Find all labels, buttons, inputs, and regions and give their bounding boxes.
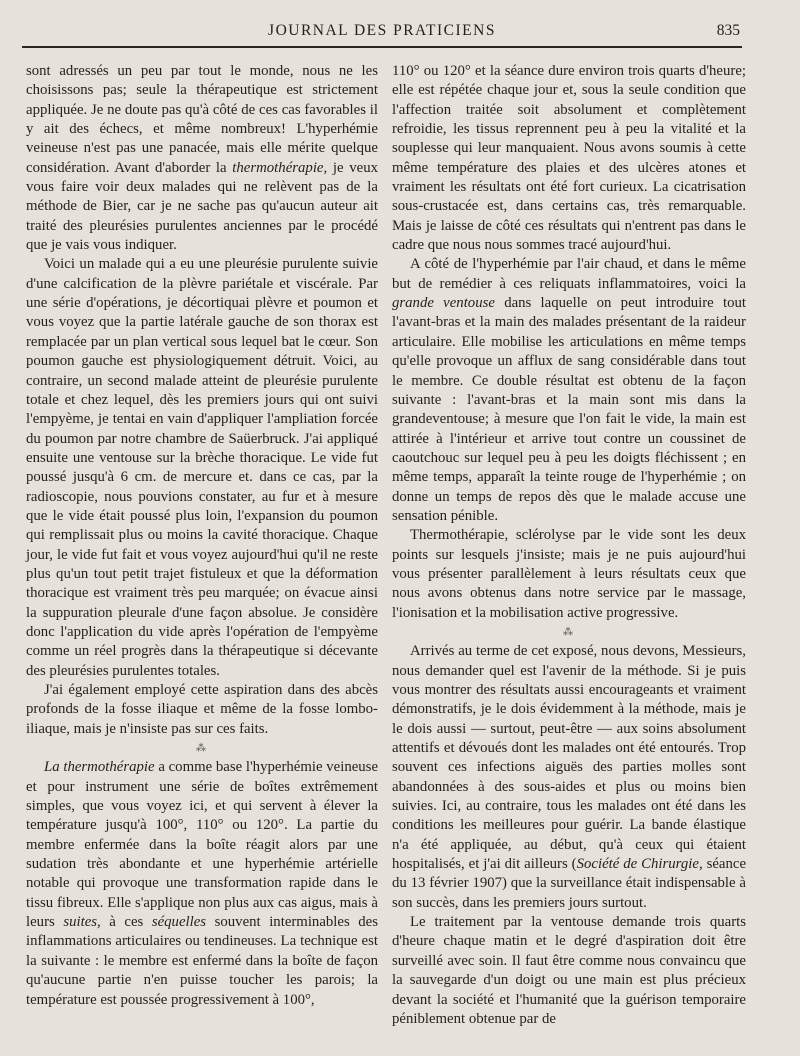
- running-header: [22, 18, 742, 48]
- paragraph: [392, 642, 746, 913]
- paragraph-text: a comme base l'hyperhémie veineuse et pour instrument une série de boîtes extrêmement simples, que vous voyez ici, et qui servent à élever la température jusqu'à 100°, 110° ou 120°. La partie du membre enfermée dans la boîte réagit alors par une sudation très abondante et une hyperhémie artérielle notable qui provoque une transformation rapide dans le tissu fibreux. Elle s'applique non plus aux cas aigus, mais à leurs: [26, 759, 379, 931]
- paragraph: Thermothérapie, sclérolyse par le vide sont les deux points sur lesquels j'insiste; mais je ne puis aujourd'hui vous présenter parallèlement à leurs résultats ceux que nous avons obtenus dans notre service par le massage, l'ionisation et la mobilisation active progressive.: [392, 527, 746, 621]
- right-column: [392, 62, 746, 1029]
- paragraph-text: je veux vous faire voir deux malades qui ne relèvent pas de la méthode de Bier, car je ne sache pas qu'aucun auteur ait traité des pleurésies purulentes anciennes par le procédé que je vais vous indiquer.: [26, 159, 378, 254]
- paragraph-text: A côté de l'hyperhémie par l'air chaud, et dans le même but de remédier à ces reliquats inflammatoires, voici la: [392, 256, 746, 292]
- italic-term: suites,: [63, 914, 101, 931]
- paragraph: [26, 758, 378, 1009]
- paragraph-text: Arrivés au terme de cet exposé, nous devons, Messieurs, nous demander quel est l'avenir de la méthode. Si je puis vous montrer des résultats aussi encourageants et vraiment démonstratifs, je le dois évidemment à la méthode, mais je le dois aussi — surtout, peut-être — aux soins absolument attentifs et dévoués dont les malades ont été entourés. Trop souvent ces infections aiguës des parties molles sont abandonnées à des sous-aides et plus ou moins bien suivies. Ici, au contraire, tous les malades ont été dans les conditions les meilleures pour guérir. La bande élastique n'a été appliquée, au début, qu'à ceux qui étaient hospitalisés, et j'ai dit ailleurs (: [392, 643, 746, 873]
- paragraph-text: sont adressés un peu par tout le monde, nous ne les choisissons pas; seule la thérapeutique est strictement appliquée. Je ne doute pas qu'à côté de ces cas favorables il y ait des échecs, et même nombreux! L'hyperhémie veineuse n'est pas une panacée, mais elle mérite quelque considération. Avant d'aborder la: [26, 63, 378, 176]
- italic-term: La thermothérapie: [44, 759, 155, 776]
- paragraph-text: souvent interminables des inflammations articulaires ou tendineuses. La technique est la suivante : le membre est enfermé dans la boîte de façon qu'aucune partie n'en puisse toucher les parois; la température est poussée progressivement à 100°,: [26, 914, 378, 1008]
- italic-term: thermothérapie,: [232, 159, 328, 176]
- paragraph: [26, 62, 378, 255]
- paragraph-text: dans laquelle on peut introduire tout l'avant-bras et la main des malades présentant de la raideur articulaire. Elle mobilise les articulations en même temps qu'elle provoque un afflux de sang considérable dans tout le membre. Ce double résultat est obtenu de la façon suivante : l'avant-bras et la main sont mis dans la grandeventouse; à mesure que l'on fait le vide, la main est attirée à l'intérieur et arrive tout contre un coussinet de caoutchouc sur lequel peu à peu les doigts fléchissent ; en même temps, apparaît la teinte rouge de l'hyperhémie ; on donne un temps de repos dès que le malade accuse une sensation pénible.: [392, 295, 747, 524]
- italic-term: séquelles: [151, 914, 207, 931]
- paragraph-text: à ces: [109, 914, 144, 931]
- italic-term: grande ventouse: [392, 295, 495, 312]
- section-separator: ⁂: [196, 743, 208, 755]
- left-column: [26, 62, 378, 1010]
- paragraph-text: séance du 13 février 1907) que la surveillance était indispensable à son succès, dans les premiers jours surtout.: [392, 856, 747, 911]
- paragraph: J'ai également employé cette aspiration dans des abcès profonds de la fosse iliaque et même de la fosse lombo-iliaque, mais je n'insiste pas sur ces faits.: [26, 682, 378, 737]
- paragraph: [392, 255, 746, 526]
- journal-title: JOURNAL DES PRATICIENS: [268, 22, 496, 39]
- italic-term: Société de Chirurgie,: [576, 856, 703, 873]
- paragraph: 110° ou 120° et la séance dure environ trois quarts d'heure; elle est répétée chaque jour et, sous la seule condition que l'affection traitée soit absolument et complètement refroidie, les tissus reprennent peu à peu la vitalité et la souplesse qui leur manquaient. Nous avons soumis à cette même température des plaies et des ulcères atones et vraiment les résultats ont été fort curieux. La cicatrisation sous-crustacée est, dans certains cas, très remarquable. Mais je laisse de côté ces résultats qui n'entrent pas dans le cadre que nous nous sommes tracé aujourd'hui.: [392, 63, 746, 254]
- section-separator: ⁂: [563, 626, 575, 638]
- paragraph: Voici un malade qui a eu une pleurésie purulente suivie d'une calcification de la plèvre pariétale et viscérale. Par une série d'opérations, je décortiquai plèvre et poumon et vous voyez que la partie latérale gauche de son thorax est remplacée par un plan vertical sous lequel bat le cœur. Son poumon gauche est physiologiquement détruit. Voici, au contraire, un second malade atteint de pleurésie purulente totale et chez lequel, dès les premiers jours qui ont suivi l'empyème, je tentai en vain d'appliquer l'ampliation forcée du poumon par notre chambre de Saüerbruck. J'ai appliqué ensuite une ventouse sur la brèche thoracique. Le vide fut poussé jusqu'à 6 cm. de mercure et. dans ce cas, par la radioscopie, nous pouvions constater, au fur et à mesure que le vide était poussé plus loin, l'expansion du poumon qui remplissait plus ou moins la cavité thoracique. Chaque jour, le vide fut fait et vous voyez aujourd'hui qu'il ne reste plus qu'un tout petit trajet fistuleux et que la déformation thoracique est vraiment très peu marquée; on évacue ainsi la suppuration pleurale d'une façon absolue. Je considère donc l'application du vide après l'opération de l'empyème comme un réel progrès dans la thérapeutique si décevante des pleurésies purulentes totales.: [26, 256, 378, 679]
- page-number: 835: [716, 22, 740, 39]
- paragraph: Le traitement par la ventouse demande trois quarts d'heure chaque matin et le degré d'aspiration doit être surveillé avec soin. Il faut être comme nous convaincu que la sauvegarde d'un doigt ou une main est plus précieux devant la société et l'humanité que la guérison temporaire péniblement obtenue par de: [392, 914, 746, 1027]
